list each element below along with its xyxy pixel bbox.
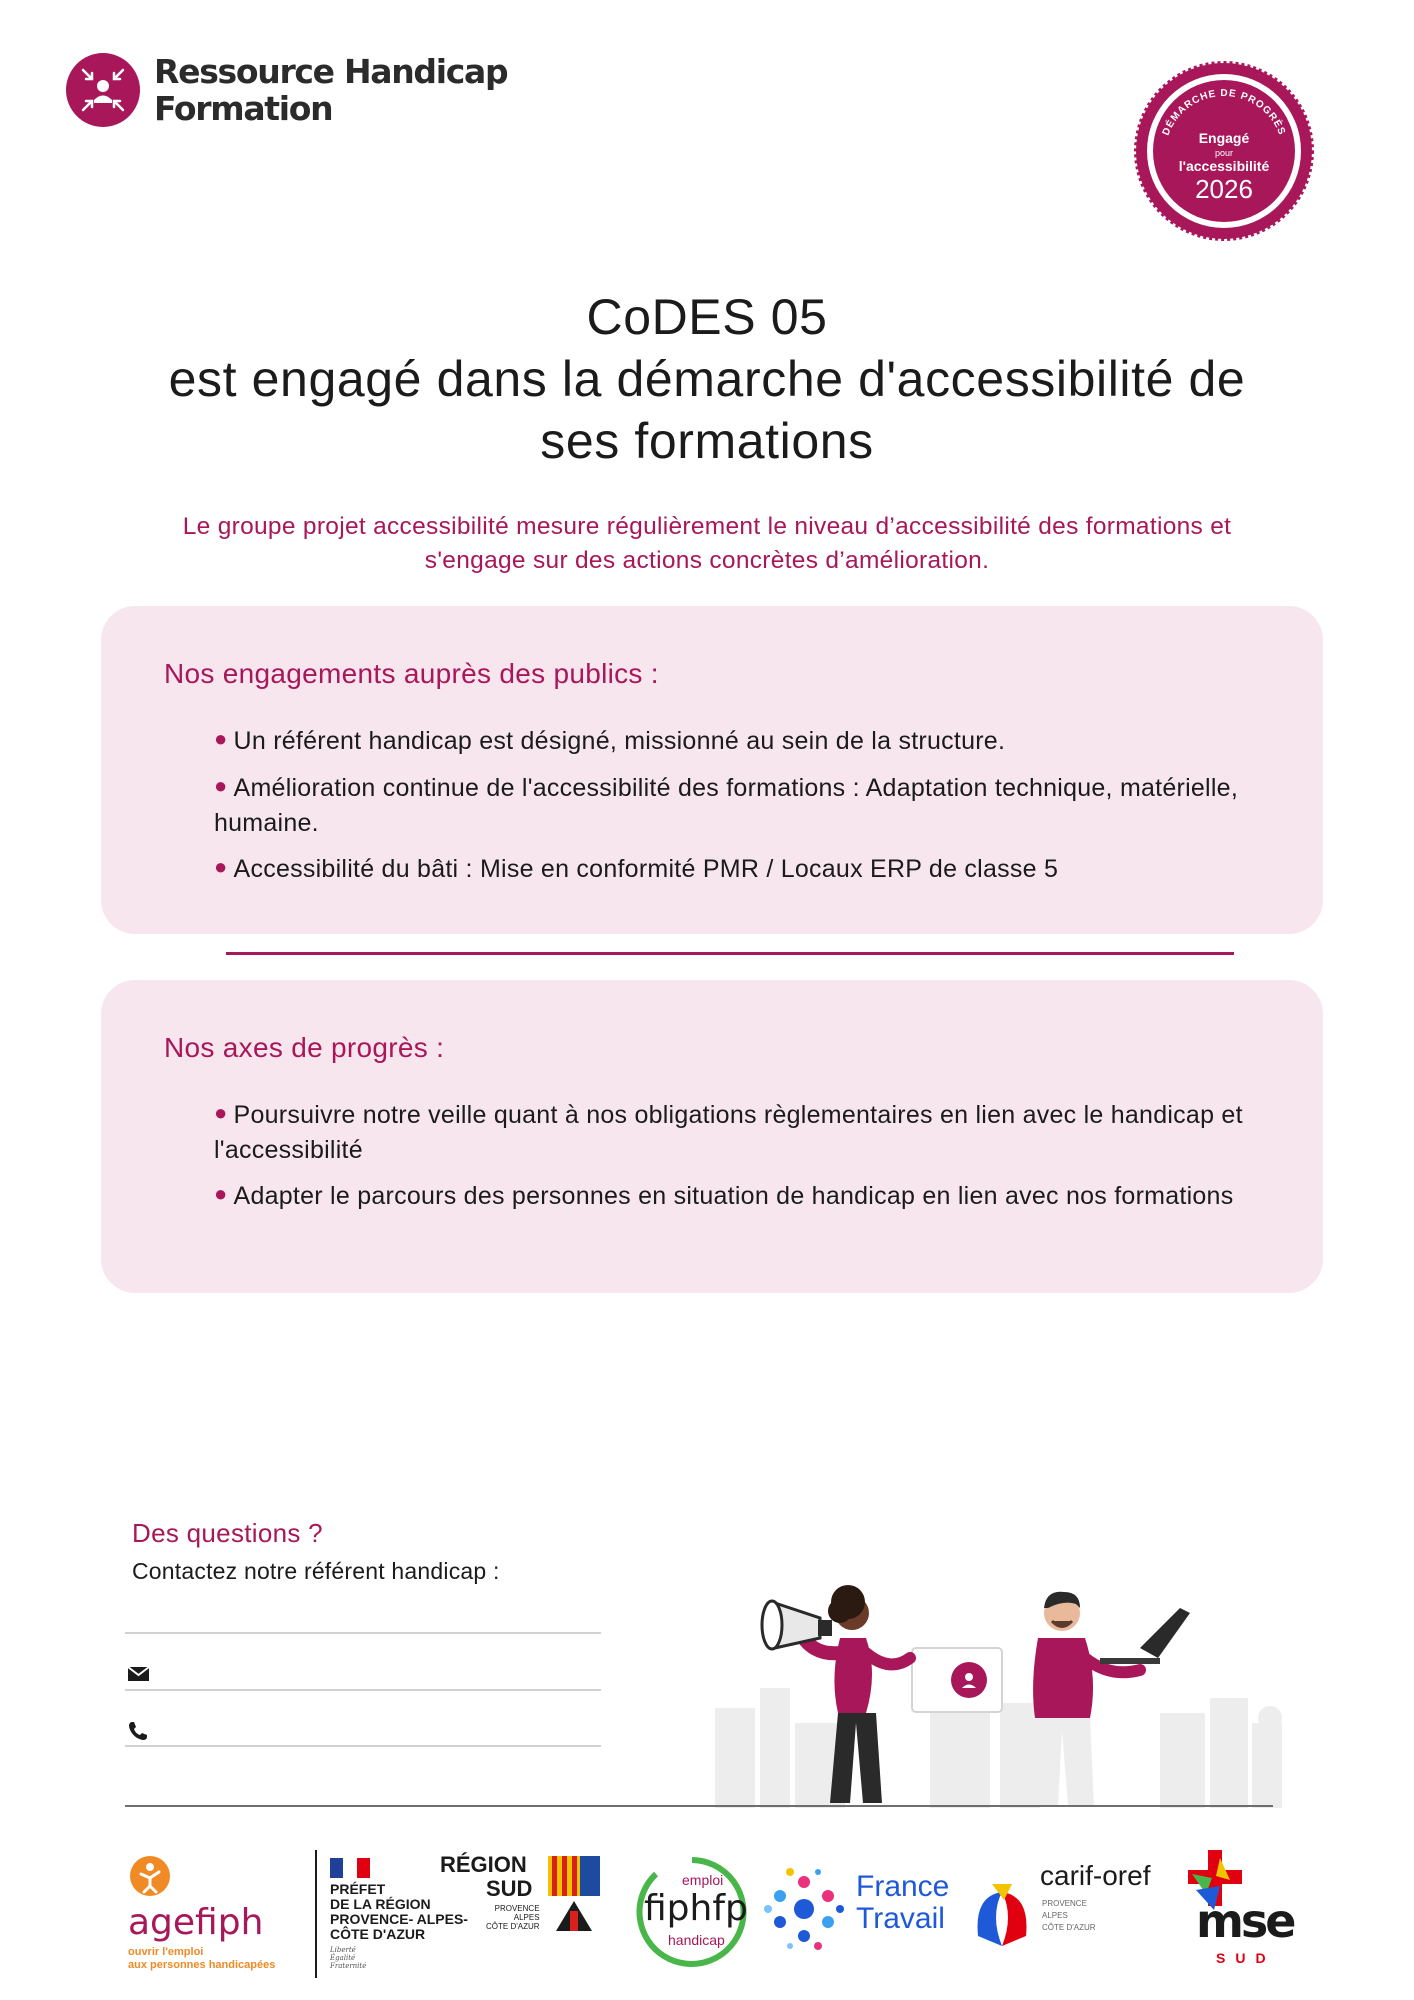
marianne-flag-icon: [330, 1858, 370, 1878]
svg-text:DÉMARCHE DE PROGRÈS: DÉMARCHE DE PROGRÈS: [1160, 87, 1288, 138]
rhf-logo-text: Ressource Handicap Formation: [154, 52, 508, 128]
region-sud-logo: RÉGION SUD PROVENCE ALPES CÔTE D'AZUR: [440, 1852, 620, 1972]
intro-text: Le groupe projet accessibilité mesure régulièrement le niveau d’accessibilité des formations et s'engage sur des actions concrètes d’amélioration.: [182, 513, 1232, 574]
fiphfp-bottom: handicap: [668, 1932, 725, 1948]
email-field-line[interactable]: [125, 1689, 601, 1691]
carif-oref-icon: [968, 1876, 1036, 1956]
progres-panel: [101, 980, 1323, 1293]
badge-line1: Engagé: [1198, 130, 1250, 146]
progres-list: [214, 1098, 1254, 1226]
divider: [226, 952, 1234, 955]
agefiph-name: agefiph: [128, 1902, 264, 1943]
contact-subtitle: Contactez notre référent handicap :: [132, 1558, 500, 1584]
region-flag-icon: [548, 1856, 600, 1936]
prefet-logo: PRÉFET DE LA RÉGION PROVENCE- ALPES- CÔTE D'AZUR Liberté Égalité Fraternité: [330, 1858, 440, 1978]
phone-icon: [126, 1719, 152, 1743]
phone-field-line[interactable]: [125, 1745, 601, 1747]
carif-name: carif-oref: [1040, 1860, 1151, 1891]
engagements-title: Nos engagements auprès des publics :: [164, 658, 659, 689]
mse-name: mse: [1196, 1894, 1294, 1948]
fiphfp-name: fiphfp: [644, 1888, 748, 1929]
mse-logo: [1186, 1850, 1306, 1978]
partners-bar: [0, 1850, 1414, 1980]
rhf-logo-icon: [66, 53, 140, 127]
bullet-icon: ●: [214, 726, 228, 751]
fiphfp-logo: [636, 1854, 748, 1972]
accessibility-badge: [1133, 60, 1315, 242]
france-travail-logo: [762, 1864, 962, 1964]
fiphfp-top: emploi: [682, 1872, 724, 1888]
partner-divider: [315, 1850, 317, 1978]
engagements-list: [214, 724, 1254, 899]
mse-sub: SUD: [1216, 1950, 1276, 1966]
list-item: ● Poursuivre notre veille quant à nos obligations règlementaires en lien avec le handicap et l'accessibilité: [214, 1100, 1243, 1164]
bullet-icon: ●: [214, 1100, 228, 1125]
progres-title: Nos axes de progrès :: [164, 1032, 445, 1063]
agefiph-icon: [128, 1854, 172, 1898]
rhf-logo: [66, 53, 507, 127]
france-travail-icon: [762, 1864, 846, 1954]
badge-year: 2026: [1195, 174, 1253, 204]
badge-line3: l'accessibilité: [1178, 158, 1270, 174]
agefiph-tagline1: ouvrir l'emploi: [128, 1946, 204, 1958]
agefiph-logo: [128, 1850, 308, 1980]
bullet-icon: ●: [214, 854, 228, 879]
bottom-rule: [125, 1805, 1273, 1807]
agefiph-tagline2: aux personnes handicapées: [128, 1959, 276, 1971]
name-field-line[interactable]: [125, 1632, 601, 1634]
bullet-icon: ●: [214, 1181, 228, 1206]
mail-icon: [126, 1662, 152, 1686]
region-line1: RÉGION: [440, 1852, 527, 1877]
questions-title: Des questions ?: [132, 1518, 323, 1548]
bullet-icon: ●: [214, 773, 228, 798]
list-item: ● Amélioration continue de l'accessibilité des formations : Adaptation technique, matérielle, humaine.: [214, 773, 1239, 837]
list-item: ● Accessibilité du bâti : Mise en conformité PMR / Locaux ERP de classe 5: [214, 854, 1059, 883]
list-item: ● Un référent handicap est désigné, missionné au sein de la structure.: [214, 726, 1006, 755]
badge-line2: pour: [1214, 148, 1234, 158]
list-item: ● Adapter le parcours des personnes en situation de handicap en lien avec nos formations: [214, 1181, 1234, 1210]
illustration-people: [680, 1508, 1290, 1808]
france-travail-line2: Travail: [856, 1902, 945, 1935]
france-travail-line1: France: [856, 1870, 950, 1903]
page-title: CoDES 05 est engagé dans la démarche d'accessibilité de ses formations: [168, 289, 1246, 469]
carif-oref-logo: carif-oref PROVENCE ALPES CÔTE D'AZUR: [968, 1860, 1158, 1970]
engagements-panel: [101, 606, 1323, 934]
region-line2: SUD: [486, 1876, 533, 1901]
